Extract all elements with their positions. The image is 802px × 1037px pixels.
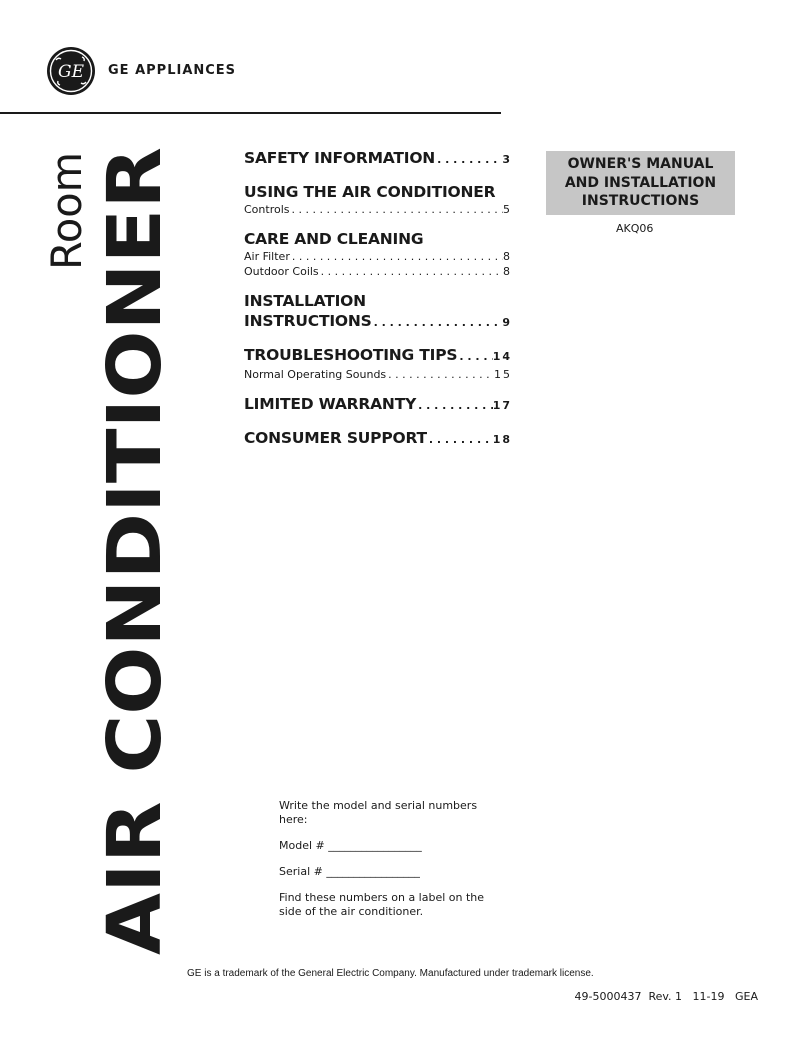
toc-support-page: 18 bbox=[492, 433, 512, 446]
toc-installation[interactable] bbox=[244, 291, 512, 333]
toc-care[interactable] bbox=[244, 229, 512, 279]
find-numbers-note: Find these numbers on a label on the side of the air conditioner. bbox=[279, 891, 485, 918]
ge-logo bbox=[46, 46, 96, 96]
trademark-notice: GE is a trademark of the General Electric Company. Manufactured under trademark license. bbox=[187, 968, 594, 979]
toc-warranty-page: 17 bbox=[492, 399, 512, 412]
toc-normal-sounds-page: 15 bbox=[494, 368, 512, 381]
toc-safety-page: 3 bbox=[502, 153, 512, 166]
leader-dots bbox=[416, 396, 493, 416]
toc-support-heading: CONSUMER SUPPORT bbox=[244, 429, 427, 447]
leader-dots bbox=[435, 150, 502, 170]
toc-air-filter[interactable] bbox=[244, 249, 512, 264]
toc-normal-sounds[interactable] bbox=[244, 367, 512, 382]
toc-air-filter-label: Air Filter bbox=[244, 250, 290, 263]
model-field: Model # _________________ bbox=[279, 839, 422, 852]
write-intro: Write the model and serial numbers here: bbox=[279, 799, 478, 826]
toc-troubleshooting-page: 14 bbox=[492, 350, 512, 363]
toc-installation-heading-1: INSTALLATION bbox=[244, 292, 366, 310]
title-room: Room bbox=[42, 150, 91, 270]
toc-warranty[interactable] bbox=[244, 394, 512, 416]
toc-safety-heading: SAFETY INFORMATION bbox=[244, 149, 436, 167]
manual-type-label: OWNER'S MANUAL AND INSTALLATION INSTRUCTIONS bbox=[564, 156, 717, 210]
toc-outdoor-coils[interactable] bbox=[244, 264, 512, 279]
toc-outdoor-coils-label: Outdoor Coils bbox=[244, 265, 319, 278]
manual-type-box bbox=[546, 151, 735, 215]
toc-safety[interactable] bbox=[244, 148, 512, 170]
leader-dots bbox=[427, 430, 493, 450]
svg-text:GE: GE bbox=[58, 62, 84, 82]
toc-controls-page: 5 bbox=[503, 203, 512, 216]
header-divider bbox=[0, 112, 501, 114]
table-of-contents bbox=[244, 148, 512, 462]
toc-controls[interactable] bbox=[244, 202, 512, 217]
toc-warranty-heading: LIMITED WARRANTY bbox=[244, 395, 417, 413]
title-air-conditioner: AIR CONDITIONER bbox=[92, 208, 178, 955]
leader-dots bbox=[290, 202, 504, 217]
leader-dots bbox=[372, 313, 503, 333]
toc-troubleshooting-heading: TROUBLESHOOTING TIPS bbox=[244, 346, 458, 364]
model-number: AKQ06 bbox=[616, 222, 654, 235]
toc-installation-heading-2: INSTRUCTIONS bbox=[244, 312, 372, 330]
brand-name: GE APPLIANCES bbox=[108, 63, 237, 78]
leader-dots bbox=[457, 347, 492, 367]
toc-support[interactable] bbox=[244, 428, 512, 450]
toc-troubleshooting[interactable] bbox=[244, 345, 512, 382]
leader-dots bbox=[290, 249, 503, 264]
document-number: 49-5000437 Rev. 1 11-19 GEA bbox=[574, 990, 758, 1003]
leader-dots bbox=[386, 367, 494, 382]
toc-using-heading: USING THE AIR CONDITIONER bbox=[244, 183, 496, 201]
toc-controls-label: Controls bbox=[244, 203, 290, 216]
leader-dots bbox=[319, 264, 503, 279]
toc-outdoor-coils-page: 8 bbox=[503, 265, 512, 278]
toc-installation-page: 9 bbox=[502, 316, 512, 329]
toc-care-heading: CARE AND CLEANING bbox=[244, 230, 424, 248]
toc-normal-sounds-label: Normal Operating Sounds bbox=[244, 368, 387, 381]
serial-field: Serial # _________________ bbox=[279, 865, 420, 878]
toc-air-filter-page: 8 bbox=[503, 250, 512, 263]
toc-using[interactable] bbox=[244, 182, 512, 217]
serial-write-block bbox=[279, 799, 509, 931]
